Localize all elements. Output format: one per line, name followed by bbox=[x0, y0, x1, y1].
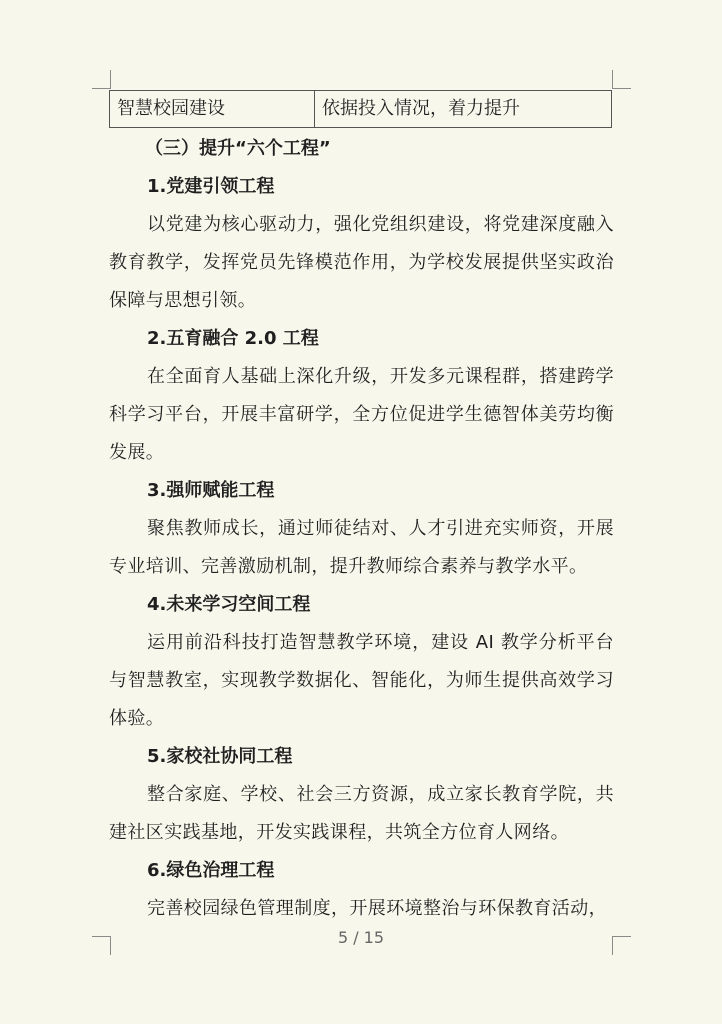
table-cell-plan: 依据投入情况，着力提升 bbox=[315, 91, 612, 128]
item-body-6: 完善校园绿色管理制度，开展环境整治与环保教育活动， bbox=[147, 898, 607, 919]
crop-mark-top-left bbox=[92, 70, 111, 89]
document-body bbox=[109, 130, 614, 928]
table-row bbox=[110, 91, 612, 128]
table-cell-project: 智慧校园建设 bbox=[110, 91, 315, 128]
item-title-5: 5.家校社协同工程 bbox=[147, 746, 293, 767]
project-table bbox=[109, 90, 612, 128]
item-title-3: 3.强师赋能工程 bbox=[147, 480, 275, 501]
item-body-4: 运用前沿科技打造智慧教学环境，建设 AI 教学分析平台与智慧教室，实现教学数据化、智能化，为师生提供高效学习体验。 bbox=[109, 632, 614, 729]
item-body-2: 在全面育人基础上深化升级，开发多元课程群，搭建跨学科学习平台，开展丰富研学，全方位促进学生德智体美劳均衡发展。 bbox=[109, 366, 614, 463]
item-title-2: 2.五育融合 2.0 工程 bbox=[147, 328, 319, 349]
section-heading: （三）提升“六个工程” bbox=[145, 138, 331, 159]
item-body-3: 聚焦教师成长，通过师徒结对、人才引进充实师资，开展专业培训、完善激励机制，提升教师综合素养与教学水平。 bbox=[109, 518, 614, 577]
item-title-4: 4.未来学习空间工程 bbox=[147, 594, 311, 615]
page-indicator: 5 / 15 bbox=[337, 928, 385, 947]
crop-mark-top-right bbox=[612, 70, 631, 89]
item-title-1: 1.党建引领工程 bbox=[147, 176, 275, 197]
item-body-5: 整合家庭、学校、社会三方资源，成立家长教育学院，共建社区实践基地，开发实践课程，共筑全方位育人网络。 bbox=[109, 784, 614, 843]
item-title-6: 6.绿色治理工程 bbox=[147, 860, 275, 881]
item-body-1: 以党建为核心驱动力，强化党组织建设，将党建深度融入教育教学，发挥党员先锋模范作用，为学校发展提供坚实政治保障与思想引领。 bbox=[109, 214, 614, 311]
